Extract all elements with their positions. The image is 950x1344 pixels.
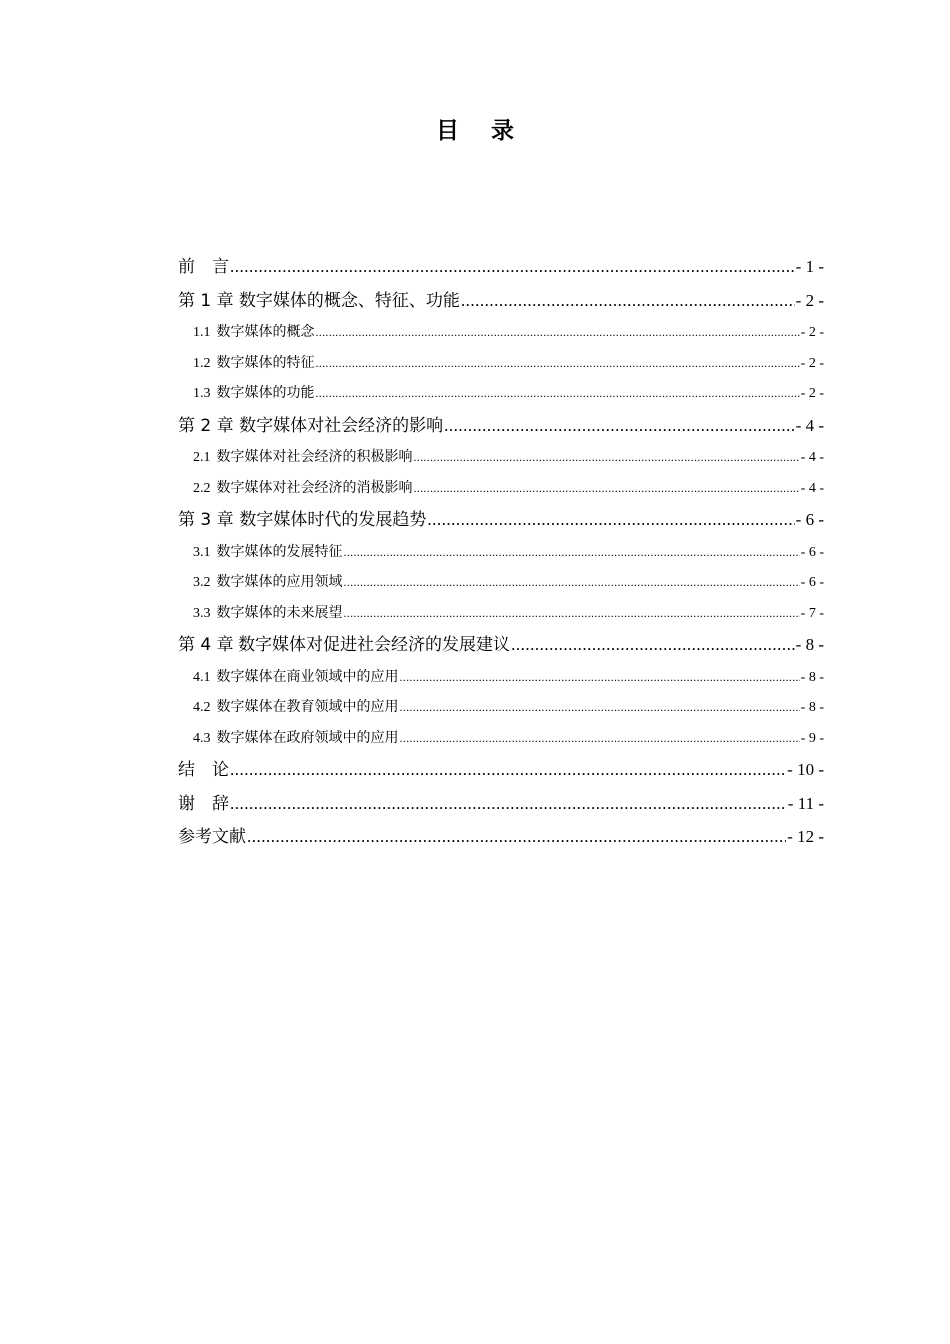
toc-entry-preface[interactable] bbox=[178, 253, 824, 287]
toc-entry-page: - 2 - bbox=[800, 325, 824, 340]
toc-entry-label: 数字媒体的未来展望 bbox=[216, 604, 343, 621]
toc-entry-prefix: 第 1 章 bbox=[178, 290, 234, 311]
toc-entry-section-1-2[interactable] bbox=[178, 351, 824, 382]
toc-entry-page: - 11 - bbox=[787, 793, 824, 813]
toc-entry-label: 数字媒体时代的发展趋势 bbox=[239, 510, 427, 530]
toc-leader-dots bbox=[400, 665, 800, 689]
toc-leader-dots bbox=[511, 631, 795, 658]
toc-leader-dots bbox=[344, 570, 800, 594]
toc-leader-dots bbox=[461, 287, 795, 314]
toc-entry-number: 3.2 bbox=[193, 575, 211, 590]
toc-leader-dots bbox=[414, 476, 800, 500]
toc-leader-dots bbox=[344, 540, 800, 564]
toc-entry-page: - 2 - bbox=[800, 355, 824, 371]
toc-entry-label: 数字媒体对促进社会经济的发展建议 bbox=[238, 635, 511, 655]
toc-entry-number: 4.1 bbox=[193, 669, 211, 685]
toc-entry-label: 数字媒体对社会经济的影响 bbox=[239, 415, 444, 436]
toc-entry-number: 2.1 bbox=[193, 450, 211, 465]
toc-entry-page: - 12 - bbox=[787, 827, 824, 846]
toc-entry-chapter-3[interactable] bbox=[178, 506, 824, 540]
toc-entry-chapter-4[interactable] bbox=[178, 631, 824, 665]
toc-entry-prefix: 第 3 章 bbox=[178, 510, 234, 530]
toc-entry-number: 3.3 bbox=[193, 605, 211, 621]
toc-leader-dots bbox=[400, 726, 800, 750]
toc-leader-dots bbox=[344, 601, 800, 625]
toc-entry-page: - 1 - bbox=[795, 257, 824, 276]
toc-entry-section-2-2[interactable] bbox=[178, 476, 824, 507]
toc-entry-page: - 8 - bbox=[795, 635, 824, 654]
toc-leader-dots bbox=[400, 695, 800, 719]
toc-entry-section-4-1[interactable] bbox=[178, 665, 824, 696]
toc-entry-page: - 6 - bbox=[800, 544, 824, 560]
toc-entry-label: 数字媒体在政府领域中的应用 bbox=[216, 729, 399, 746]
toc-entry-label: 数字媒体的特征 bbox=[216, 354, 315, 371]
toc-entry-section-2-1[interactable] bbox=[178, 445, 824, 476]
toc-entry-number: 4.2 bbox=[193, 700, 211, 715]
toc-leader-dots bbox=[414, 445, 800, 469]
toc-entry-section-3-2[interactable] bbox=[178, 570, 824, 601]
toc-leader-dots bbox=[247, 823, 786, 850]
toc-entry-label: 谢 辞 bbox=[178, 793, 229, 814]
toc-entry-label: 数字媒体在商业领域中的应用 bbox=[216, 668, 399, 685]
toc-entry-label: 数字媒体对社会经济的消极影响 bbox=[216, 479, 413, 496]
toc-entry-references[interactable] bbox=[178, 823, 824, 857]
toc-entry-chapter-1[interactable] bbox=[178, 287, 824, 321]
toc-entry-section-4-3[interactable] bbox=[178, 726, 824, 757]
toc-entry-number: 2.2 bbox=[193, 480, 211, 496]
toc-entry-prefix: 第 4 章 bbox=[178, 635, 234, 655]
toc-entry-page: - 4 - bbox=[800, 480, 824, 496]
toc-entry-page: - 6 - bbox=[795, 510, 824, 529]
toc-leader-dots bbox=[444, 412, 795, 439]
toc-leader-dots bbox=[230, 790, 787, 817]
toc-entry-chapter-2[interactable] bbox=[178, 412, 824, 446]
toc-entry-number: 3.1 bbox=[193, 544, 211, 560]
toc-entry-page: - 2 - bbox=[795, 290, 824, 310]
toc-entry-page: - 9 - bbox=[800, 730, 824, 746]
toc-entry-acknowledgements[interactable] bbox=[178, 790, 824, 824]
toc-entry-label: 结 论 bbox=[178, 760, 229, 780]
toc-entry-number: 1.3 bbox=[193, 386, 211, 401]
toc-leader-dots bbox=[316, 351, 800, 375]
toc-entry-conclusion[interactable] bbox=[178, 756, 824, 790]
toc-entry-label: 数字媒体的发展特征 bbox=[216, 543, 343, 560]
toc-entry-prefix: 第 2 章 bbox=[178, 415, 234, 436]
toc-entry-section-3-3[interactable] bbox=[178, 601, 824, 632]
toc-entry-page: - 4 - bbox=[795, 415, 824, 435]
toc-entry-label: 数字媒体的概念 bbox=[216, 324, 315, 340]
toc-entry-page: - 8 - bbox=[800, 669, 824, 685]
toc-leader-dots bbox=[316, 320, 800, 344]
toc-entry-number: 1.2 bbox=[193, 355, 211, 371]
toc-entry-section-4-2[interactable] bbox=[178, 695, 824, 726]
toc-entry-page: - 8 - bbox=[800, 700, 824, 715]
toc-entry-label: 前 言 bbox=[178, 257, 229, 277]
toc-entry-section-1-1[interactable] bbox=[178, 320, 824, 351]
toc-title: 目 录 bbox=[435, 117, 526, 144]
toc-entry-label: 数字媒体在教育领域中的应用 bbox=[216, 699, 399, 715]
toc-entry-section-1-3[interactable] bbox=[178, 381, 824, 412]
toc-entry-page: - 7 - bbox=[800, 605, 824, 621]
toc-entry-section-3-1[interactable] bbox=[178, 540, 824, 571]
toc-leader-dots bbox=[230, 756, 786, 783]
toc-entry-label: 数字媒体的应用领域 bbox=[216, 574, 343, 590]
toc-entry-number: 1.1 bbox=[193, 325, 211, 340]
toc-entry-page: - 4 - bbox=[800, 450, 824, 465]
toc-entry-label: 参考文献 bbox=[178, 827, 246, 847]
toc-entry-page: - 2 - bbox=[800, 386, 824, 401]
toc-leader-dots bbox=[230, 253, 795, 280]
toc-entry-number: 4.3 bbox=[193, 730, 211, 746]
table-of-contents bbox=[178, 253, 824, 857]
toc-entry-page: - 10 - bbox=[787, 760, 824, 779]
toc-entry-page: - 6 - bbox=[800, 575, 824, 590]
toc-entry-label: 数字媒体对社会经济的积极影响 bbox=[216, 449, 413, 465]
toc-entry-label: 数字媒体的功能 bbox=[216, 385, 315, 401]
toc-leader-dots bbox=[427, 506, 794, 533]
toc-entry-label: 数字媒体的概念、特征、功能 bbox=[238, 290, 460, 311]
toc-leader-dots bbox=[316, 381, 800, 405]
